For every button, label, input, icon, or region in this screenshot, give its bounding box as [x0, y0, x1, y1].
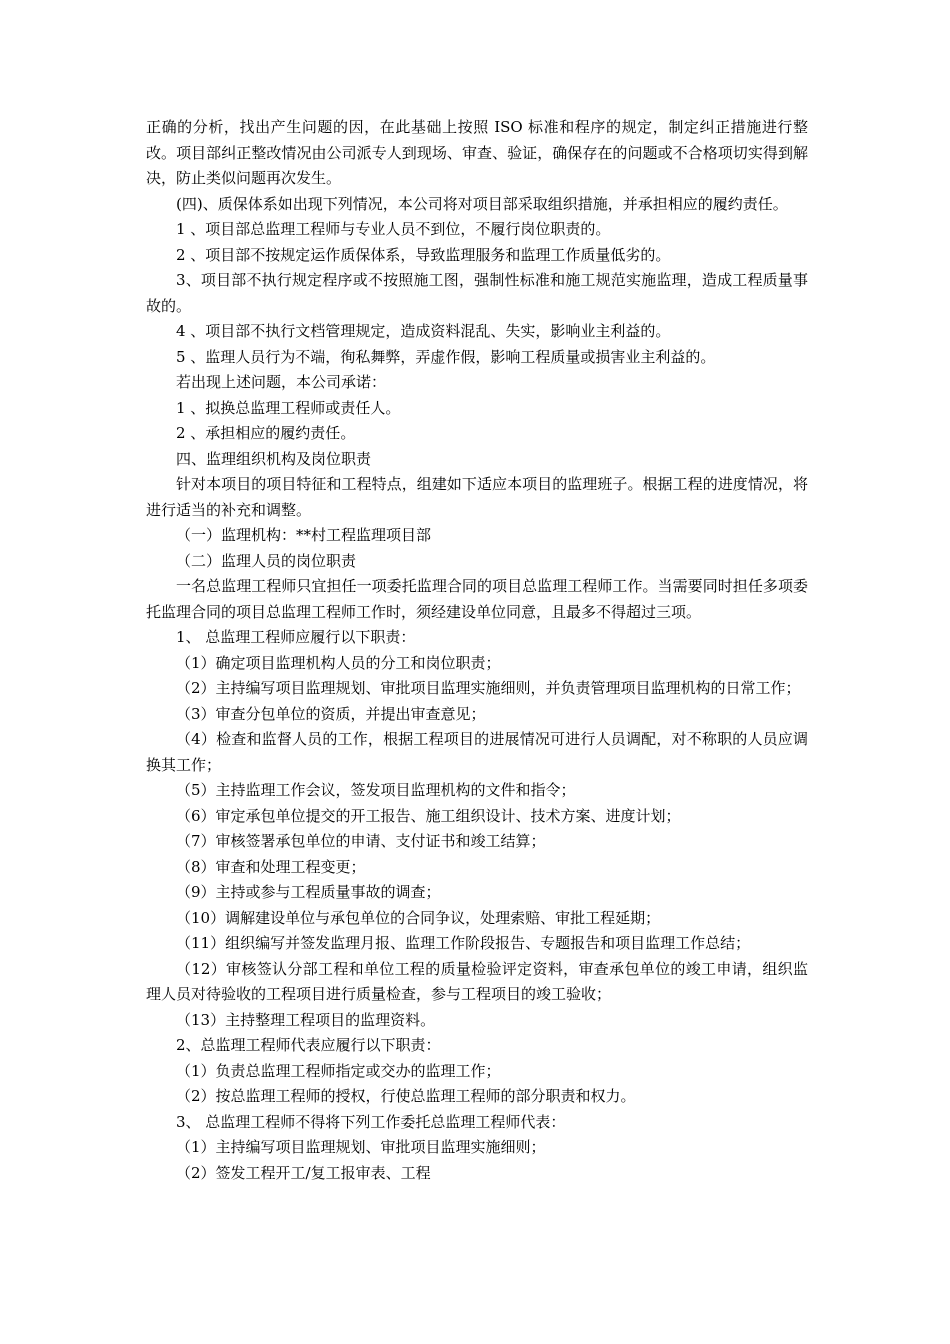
- list-item: （1）主持编写项目监理规划、审批项目监理实施细则；: [176, 1138, 546, 1156]
- list-item: （3）审查分包单位的资质，并提出审查意见；: [176, 704, 486, 723]
- list-item: （11）组织编写并签发监理月报、监理工作阶段报告、专题报告和项目监理工作总结；: [176, 934, 751, 952]
- list-item: （2）按总监理工程师的授权，行使总监理工程师的部分职责和权力。: [176, 1087, 636, 1105]
- paragraph-10: 2 、承担相应的履约责任。: [176, 424, 356, 442]
- list-item: （8）审查和处理工程变更；: [176, 857, 366, 876]
- paragraph-2: (四)、质保体系如出现下列情况，本公司将对项目部采取组织措施，并承担相应的履约责任。: [176, 194, 788, 213]
- list-item: （4）检查和监督人员的工作，根据工程项目的进展情况可进行人员调配，对不称职的人员应调换其工作；: [146, 730, 808, 774]
- paragraph-1: 正确的分析，找出产生问题的因，在此基础上按照 ISO 标准和程序的规定，制定纠正措施进行整改。项目部纠正整改情况由公司派专人到现场、审查、验证，确保存在的问题或不合格项切实得到解决，防止类似问题再次发生。: [146, 118, 808, 187]
- subsection-heading-1: （一）监理机构：**村工程监理项目部: [176, 526, 432, 544]
- list-heading-1: 1、 总监理工程师应履行以下职责：: [176, 628, 416, 646]
- paragraph-5: 3、项目部不执行规定程序或不按照施工图，强制性标准和施工规范实施监理，造成工程质量事故的。: [146, 271, 808, 315]
- section-heading: 四、监理组织机构及岗位职责: [176, 449, 372, 468]
- list-heading-3: 3、 总监理工程师不得将下列工作委托总监理工程师代表：: [176, 1112, 566, 1131]
- list-item: （5）主持监理工作会议，签发项目监理机构的文件和指令；: [176, 781, 576, 799]
- list-item: （2）主持编写项目监理规划、审批项目监理实施细则，并负责管理项目监理机构的日常工作；: [176, 679, 801, 697]
- list-item: （7）审核签署承包单位的申请、支付证书和竣工结算；: [176, 832, 546, 850]
- list-item: （6）审定承包单位提交的开工报告、施工组织设计、技术方案、进度计划；: [176, 806, 681, 825]
- paragraph-12: 针对本项目的项目特征和工程特点，组建如下适应本项目的监理班子。根据工程的进度情况，将进行适当的补充和调整。: [146, 475, 808, 519]
- list-item: （9）主持或参与工程质量事故的调查；: [176, 883, 441, 901]
- paragraph-6: 4 、项目部不执行文档管理规定，造成资料混乱、失实，影响业主利益的。: [176, 322, 671, 340]
- list-item: （12）审核签认分部工程和单位工程的质量检验评定资料，审查承包单位的竣工申请，组织监理人员对待验收的工程项目进行质量检查，参与工程项目的竣工验收；: [146, 959, 808, 1003]
- paragraph-8: 若出现上述问题，本公司承诺：: [176, 373, 387, 391]
- document-page: [146, 115, 808, 1186]
- paragraph-3: 1 、项目部总监理工程师与专业人员不到位，不履行岗位职责的。: [176, 220, 611, 238]
- paragraph-4: 2 、项目部不按规定运作质保体系，导致监理服务和监理工作质量低劣的。: [176, 245, 671, 264]
- list-item: （13）主持整理工程项目的监理资料。: [176, 1010, 436, 1029]
- list-heading-2: 2、总监理工程师代表应履行以下职责：: [176, 1036, 441, 1054]
- paragraph-7: 5 、监理人员行为不端，徇私舞弊，弄虚作假，影响工程质量或损害业主利益的。: [176, 347, 716, 366]
- list-item: （2）签发工程开工/复工报审表、工程: [176, 1163, 431, 1182]
- paragraph-15: 一名总监理工程师只宜担任一项委托监理合同的项目总监理工程师工作。当需要同时担任多项委托监理合同的项目总监理工程师工作时，须经建设单位同意，且最多不得超过三项。: [146, 577, 808, 621]
- subsection-heading-2: （二）监理人员的岗位职责: [176, 551, 357, 570]
- list-item: （1）确定项目监理机构人员的分工和岗位职责；: [176, 653, 501, 672]
- list-item: （1）负责总监理工程师指定或交办的监理工作；: [176, 1061, 501, 1080]
- paragraph-9: 1 、拟换总监理工程师或责任人。: [176, 398, 401, 417]
- list-item: （10）调解建设单位与承包单位的合同争议，处理索赔、审批工程延期；: [176, 908, 661, 927]
